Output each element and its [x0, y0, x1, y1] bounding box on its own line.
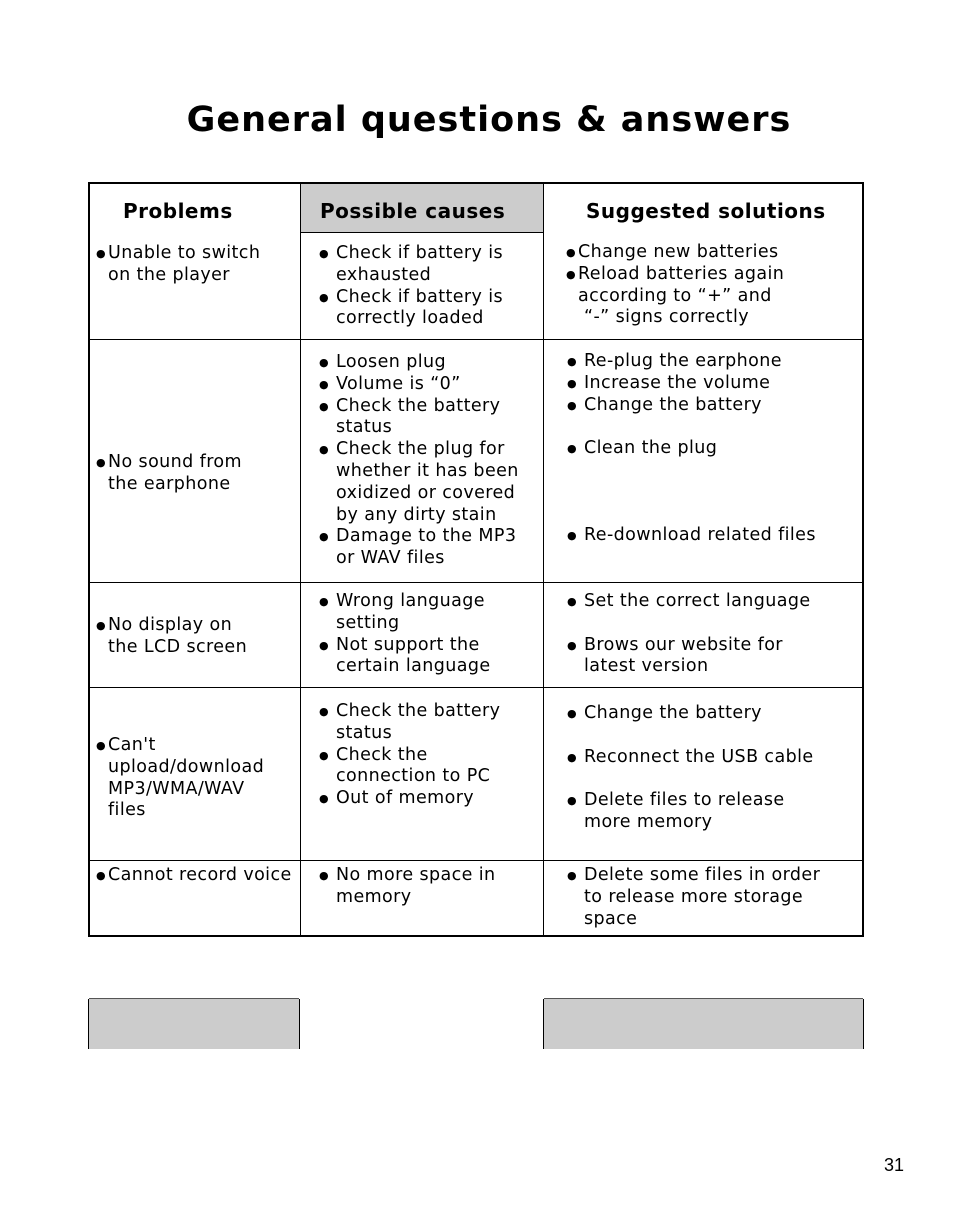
row2-problem	[96, 452, 296, 496]
row-divider-4	[90, 860, 862, 861]
causes-header-underline	[300, 232, 544, 233]
row5-causes	[319, 865, 539, 909]
list-item: ● Out of memory	[319, 788, 539, 810]
list-item: ● Re-plug the earphone	[567, 351, 862, 373]
page-number: 31	[884, 1155, 905, 1175]
list-item: ● Change the battery	[567, 703, 862, 725]
list-item: ● Loosen plug	[319, 352, 539, 374]
list-item: ● Reload batteries again according to “+” and “-” signs correctly	[566, 264, 861, 329]
grey-box-left	[89, 998, 299, 1049]
row3-problem	[96, 615, 296, 659]
row-divider-3	[90, 687, 862, 688]
list-item: ● Check the battery status	[319, 701, 539, 745]
list-item: ● Reconnect the USB cable	[567, 747, 862, 769]
row-divider-1	[90, 339, 862, 340]
list-item: ● Delete some files in order to release more storage space	[567, 865, 862, 930]
row3-causes	[319, 591, 539, 678]
header-suggested-solutions: Suggested solutions	[586, 199, 826, 223]
list-item: ● Delete files to release more memory	[567, 790, 862, 834]
row1-problem	[96, 243, 296, 287]
list-item: ● Check if battery is exhausted	[319, 243, 539, 287]
list-item: ● Cannot record voice	[96, 865, 301, 887]
row1-solutions	[566, 242, 861, 329]
row2-causes	[319, 352, 539, 570]
list-item: ● No sound from the earphone	[96, 452, 296, 496]
list-item: ● Check the plug for whether it has been oxidized or covered by any dirty stain	[319, 439, 539, 526]
column-divider-2	[543, 184, 544, 935]
list-item: ● Clean the plug	[567, 438, 862, 460]
row4-causes	[319, 701, 539, 810]
list-item: ● Not support the certain language	[319, 635, 539, 679]
row5-problem	[96, 865, 301, 887]
list-item: ● Check if battery is correctly loaded	[319, 287, 539, 331]
list-item: ● No more space in memory	[319, 865, 539, 909]
list-item: ● Volume is “0”	[319, 374, 539, 396]
list-item: ● Change new batteries	[566, 242, 861, 264]
header-possible-causes: Possible causes	[320, 199, 506, 223]
column-divider-1	[300, 184, 301, 935]
list-item: ● Damage to the MP3 or WAV files	[319, 526, 539, 570]
row2-solutions	[567, 351, 862, 547]
list-item: ● Wrong language setting	[319, 591, 539, 635]
row4-problem	[96, 735, 296, 822]
header-problems: Problems	[123, 199, 233, 223]
list-item: ● Set the correct language	[567, 591, 862, 613]
row3-solutions	[567, 591, 862, 678]
qa-table	[88, 182, 864, 937]
page-title: General questions & answers	[186, 100, 792, 140]
row5-solutions	[567, 865, 862, 930]
list-item: ● No display on the LCD screen	[96, 615, 296, 659]
list-item: ● Unable to switch on the player	[96, 243, 296, 287]
grey-box-right	[544, 998, 863, 1049]
list-item: ● Check the connection to PC	[319, 745, 539, 789]
list-item: ● Can't upload/download MP3/WMA/WAV files	[96, 735, 296, 822]
list-item: ● Brows our website for latest version	[567, 635, 862, 679]
row4-solutions	[567, 703, 862, 834]
row1-causes	[319, 243, 539, 330]
list-item: ● Check the battery status	[319, 396, 539, 440]
row-divider-2	[90, 582, 862, 583]
list-item: ● Change the battery	[567, 395, 862, 417]
list-item: ● Re-download related files	[567, 525, 862, 547]
list-item: ● Increase the volume	[567, 373, 862, 395]
